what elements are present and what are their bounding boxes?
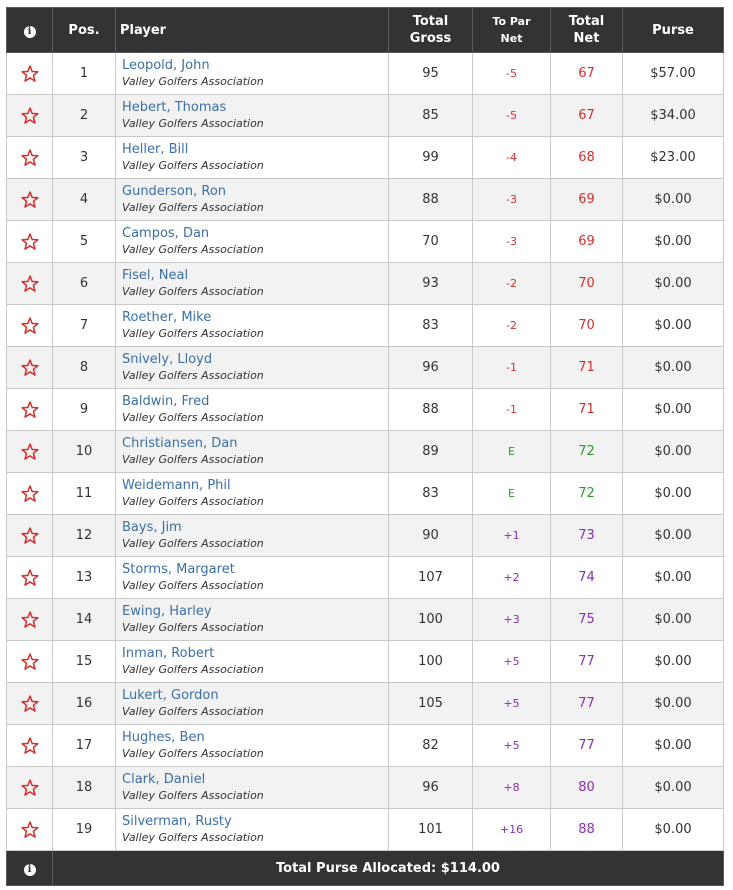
position-cell: 15 — [53, 641, 116, 683]
total-gross-cell: 105 — [389, 683, 473, 725]
player-cell — [116, 599, 389, 641]
to-par-net-cell: -2 — [473, 305, 551, 347]
player-club: Valley Golfers Association — [122, 663, 264, 676]
star-outline-icon[interactable] — [20, 442, 40, 462]
player-name-link[interactable]: Leopold, John — [122, 58, 210, 73]
table-row — [7, 305, 724, 347]
star-outline-icon[interactable] — [20, 64, 40, 84]
favorite-cell[interactable] — [7, 305, 53, 347]
star-outline-icon[interactable] — [20, 274, 40, 294]
star-outline-icon[interactable] — [20, 736, 40, 756]
total-gross-cell: 83 — [389, 473, 473, 515]
to-par-net-cell: -3 — [473, 221, 551, 263]
position-cell: 18 — [53, 767, 116, 809]
to-par-net-cell: -5 — [473, 95, 551, 137]
star-outline-icon[interactable] — [20, 232, 40, 252]
info-icon[interactable]: i — [24, 26, 36, 38]
position-cell: 14 — [53, 599, 116, 641]
player-club: Valley Golfers Association — [122, 705, 264, 718]
purse-cell: $0.00 — [623, 431, 724, 473]
player-name-link[interactable]: Snively, Lloyd — [122, 352, 213, 367]
total-gross-cell: 90 — [389, 515, 473, 557]
position-cell: 9 — [53, 389, 116, 431]
leaderboard-table — [6, 7, 724, 886]
player-club: Valley Golfers Association — [122, 621, 264, 634]
total-net-cell: 68 — [551, 137, 623, 179]
table-row — [7, 221, 724, 263]
player-club: Valley Golfers Association — [122, 285, 264, 298]
total-net-cell: 77 — [551, 641, 623, 683]
purse-cell: $0.00 — [623, 263, 724, 305]
favorite-cell[interactable] — [7, 641, 53, 683]
favorite-cell[interactable] — [7, 473, 53, 515]
player-cell — [116, 221, 389, 263]
to-par-net-cell: +2 — [473, 557, 551, 599]
purse-cell: $0.00 — [623, 389, 724, 431]
star-outline-icon[interactable] — [20, 778, 40, 798]
purse-cell: $0.00 — [623, 809, 724, 851]
table-row — [7, 599, 724, 641]
purse-cell: $0.00 — [623, 557, 724, 599]
to-par-net-cell: E — [473, 431, 551, 473]
star-outline-icon[interactable] — [20, 400, 40, 420]
player-club: Valley Golfers Association — [122, 201, 264, 214]
favorite-cell[interactable] — [7, 557, 53, 599]
purse-cell: $57.00 — [623, 53, 724, 95]
star-outline-icon[interactable] — [20, 526, 40, 546]
to-par-net-cell: -2 — [473, 263, 551, 305]
table-footer — [7, 851, 724, 886]
total-gross-cell: 99 — [389, 137, 473, 179]
position-cell: 10 — [53, 431, 116, 473]
table-row — [7, 137, 724, 179]
purse-cell: $23.00 — [623, 137, 724, 179]
position-cell: 19 — [53, 809, 116, 851]
table-row — [7, 389, 724, 431]
star-outline-icon[interactable] — [20, 190, 40, 210]
header-total-net[interactable] — [551, 8, 623, 53]
to-par-net-cell: +5 — [473, 683, 551, 725]
player-name-link[interactable]: Hughes, Ben — [122, 730, 205, 745]
favorite-cell[interactable] — [7, 137, 53, 179]
total-net-cell: 69 — [551, 221, 623, 263]
star-outline-icon[interactable] — [20, 358, 40, 378]
position-cell: 8 — [53, 347, 116, 389]
player-name-link[interactable]: Fisel, Neal — [122, 268, 189, 283]
header-purse[interactable]: Purse — [623, 8, 724, 53]
player-club: Valley Golfers Association — [122, 789, 264, 802]
player-name-link[interactable]: Bays, Jim — [122, 520, 182, 535]
table-row — [7, 809, 724, 851]
total-gross-cell: 95 — [389, 53, 473, 95]
player-cell — [116, 137, 389, 179]
position-cell: 13 — [53, 557, 116, 599]
player-cell — [116, 389, 389, 431]
to-par-net-cell: -4 — [473, 137, 551, 179]
player-club: Valley Golfers Association — [122, 159, 264, 172]
header-total-gross[interactable] — [389, 8, 473, 53]
star-outline-icon[interactable] — [20, 316, 40, 336]
purse-cell: $0.00 — [623, 641, 724, 683]
total-net-cell: 67 — [551, 95, 623, 137]
star-outline-icon[interactable] — [20, 820, 40, 840]
to-par-net-cell: +1 — [473, 515, 551, 557]
total-net-cell: 67 — [551, 53, 623, 95]
header-player[interactable]: Player — [116, 8, 389, 53]
player-name-link[interactable]: Clark, Daniel — [122, 772, 206, 787]
player-club: Valley Golfers Association — [122, 75, 264, 88]
total-net-cell: 77 — [551, 725, 623, 767]
table-row — [7, 347, 724, 389]
player-cell — [116, 725, 389, 767]
total-net-cell: 71 — [551, 389, 623, 431]
star-outline-icon[interactable] — [20, 652, 40, 672]
player-name-link[interactable]: Christiansen, Dan — [122, 436, 238, 451]
player-cell — [116, 95, 389, 137]
info-icon[interactable]: i — [24, 864, 36, 876]
star-outline-icon[interactable] — [20, 694, 40, 714]
total-gross-cell: 96 — [389, 347, 473, 389]
header-total-net-line2: Net — [573, 31, 600, 46]
table-row — [7, 557, 724, 599]
player-cell — [116, 263, 389, 305]
player-club: Valley Golfers Association — [122, 579, 264, 592]
header-to-par-line1: To Par — [492, 15, 531, 28]
table-row — [7, 95, 724, 137]
table-row — [7, 683, 724, 725]
total-net-cell: 71 — [551, 347, 623, 389]
favorite-cell[interactable] — [7, 53, 53, 95]
position-cell: 6 — [53, 263, 116, 305]
to-par-net-cell: +5 — [473, 725, 551, 767]
player-cell — [116, 179, 389, 221]
favorite-cell[interactable] — [7, 725, 53, 767]
to-par-net-cell: E — [473, 473, 551, 515]
to-par-net-cell: +3 — [473, 599, 551, 641]
position-cell: 2 — [53, 95, 116, 137]
header-info-cell[interactable] — [7, 8, 53, 53]
player-club: Valley Golfers Association — [122, 411, 264, 424]
to-par-net-cell: +16 — [473, 809, 551, 851]
star-outline-icon[interactable] — [20, 106, 40, 126]
total-gross-cell: 70 — [389, 221, 473, 263]
header-to-par-line2: Net — [500, 32, 523, 45]
purse-cell: $0.00 — [623, 179, 724, 221]
total-net-cell: 69 — [551, 179, 623, 221]
player-name-link[interactable]: Campos, Dan — [122, 226, 210, 241]
position-cell: 7 — [53, 305, 116, 347]
total-net-cell: 70 — [551, 263, 623, 305]
table-row — [7, 725, 724, 767]
position-cell: 16 — [53, 683, 116, 725]
to-par-net-cell: -5 — [473, 53, 551, 95]
purse-cell: $0.00 — [623, 725, 724, 767]
favorite-cell[interactable] — [7, 515, 53, 557]
star-outline-icon[interactable] — [20, 568, 40, 588]
position-cell: 12 — [53, 515, 116, 557]
player-name-link[interactable]: Roether, Mike — [122, 310, 212, 325]
player-cell — [116, 809, 389, 851]
favorite-cell[interactable] — [7, 263, 53, 305]
header-to-par-net[interactable] — [473, 8, 551, 53]
table-row — [7, 473, 724, 515]
position-cell: 5 — [53, 221, 116, 263]
total-gross-cell: 88 — [389, 179, 473, 221]
player-club: Valley Golfers Association — [122, 327, 264, 340]
to-par-net-cell: +5 — [473, 641, 551, 683]
favorite-cell[interactable] — [7, 95, 53, 137]
total-net-cell: 77 — [551, 683, 623, 725]
total-gross-cell: 93 — [389, 263, 473, 305]
position-cell: 3 — [53, 137, 116, 179]
position-cell: 11 — [53, 473, 116, 515]
player-cell — [116, 641, 389, 683]
position-cell: 17 — [53, 725, 116, 767]
player-name-link[interactable]: Silverman, Rusty — [122, 814, 232, 829]
header-pos[interactable]: Pos. — [53, 8, 116, 53]
total-gross-cell: 85 — [389, 95, 473, 137]
player-cell — [116, 53, 389, 95]
total-gross-cell: 96 — [389, 767, 473, 809]
table-row — [7, 179, 724, 221]
favorite-cell[interactable] — [7, 431, 53, 473]
player-name-link[interactable]: Weidemann, Phil — [122, 478, 231, 493]
to-par-net-cell: -1 — [473, 389, 551, 431]
player-cell — [116, 431, 389, 473]
player-name-link[interactable]: Hebert, Thomas — [122, 100, 227, 115]
player-cell — [116, 557, 389, 599]
total-net-cell: 73 — [551, 515, 623, 557]
player-cell — [116, 515, 389, 557]
table-header — [7, 8, 724, 53]
player-cell — [116, 347, 389, 389]
favorite-cell[interactable] — [7, 221, 53, 263]
total-gross-cell: 101 — [389, 809, 473, 851]
player-name-link[interactable]: Gunderson, Ron — [122, 184, 227, 199]
total-gross-cell: 88 — [389, 389, 473, 431]
total-gross-cell: 100 — [389, 599, 473, 641]
player-name-link[interactable]: Inman, Robert — [122, 646, 215, 661]
table-row — [7, 263, 724, 305]
player-club: Valley Golfers Association — [122, 831, 264, 844]
purse-cell: $0.00 — [623, 347, 724, 389]
purse-cell: $0.00 — [623, 767, 724, 809]
player-cell — [116, 473, 389, 515]
total-gross-cell: 100 — [389, 641, 473, 683]
total-gross-cell: 82 — [389, 725, 473, 767]
to-par-net-cell: -1 — [473, 347, 551, 389]
total-purse-label: Total Purse Allocated: $114.00 — [53, 851, 724, 886]
table-row — [7, 641, 724, 683]
player-club: Valley Golfers Association — [122, 747, 264, 760]
player-club: Valley Golfers Association — [122, 243, 264, 256]
total-net-cell: 75 — [551, 599, 623, 641]
position-cell: 4 — [53, 179, 116, 221]
footer-info-cell[interactable] — [7, 851, 53, 886]
player-club: Valley Golfers Association — [122, 495, 264, 508]
player-name-link[interactable]: Ewing, Harley — [122, 604, 212, 619]
table-row — [7, 53, 724, 95]
player-name-link[interactable]: Baldwin, Fred — [122, 394, 210, 409]
table-row — [7, 767, 724, 809]
table-row — [7, 515, 724, 557]
total-gross-cell: 83 — [389, 305, 473, 347]
to-par-net-cell: +8 — [473, 767, 551, 809]
table-row — [7, 431, 724, 473]
favorite-cell[interactable] — [7, 599, 53, 641]
star-outline-icon[interactable] — [20, 148, 40, 168]
table-body — [7, 53, 724, 851]
player-cell — [116, 305, 389, 347]
player-name-link[interactable]: Storms, Margaret — [122, 562, 235, 577]
total-gross-cell: 107 — [389, 557, 473, 599]
player-name-link[interactable]: Lukert, Gordon — [122, 688, 219, 703]
favorite-cell[interactable] — [7, 179, 53, 221]
player-cell — [116, 767, 389, 809]
header-total-gross-line1: Total — [412, 14, 449, 29]
player-club: Valley Golfers Association — [122, 537, 264, 550]
total-gross-cell: 89 — [389, 431, 473, 473]
favorite-cell[interactable] — [7, 809, 53, 851]
purse-cell: $0.00 — [623, 305, 724, 347]
purse-cell: $34.00 — [623, 95, 724, 137]
star-outline-icon[interactable] — [20, 484, 40, 504]
player-club: Valley Golfers Association — [122, 117, 264, 130]
purse-cell: $0.00 — [623, 473, 724, 515]
favorite-cell[interactable] — [7, 347, 53, 389]
total-net-cell: 80 — [551, 767, 623, 809]
star-outline-icon[interactable] — [20, 610, 40, 630]
total-net-cell: 72 — [551, 431, 623, 473]
purse-cell: $0.00 — [623, 599, 724, 641]
leaderboard-container — [6, 7, 723, 886]
favorite-cell[interactable] — [7, 683, 53, 725]
favorite-cell[interactable] — [7, 389, 53, 431]
player-cell — [116, 683, 389, 725]
total-net-cell: 88 — [551, 809, 623, 851]
to-par-net-cell: -3 — [473, 179, 551, 221]
purse-cell: $0.00 — [623, 683, 724, 725]
player-club: Valley Golfers Association — [122, 369, 264, 382]
header-total-net-line1: Total — [568, 14, 605, 29]
header-total-gross-line2: Gross — [409, 31, 452, 46]
player-club: Valley Golfers Association — [122, 453, 264, 466]
position-cell: 1 — [53, 53, 116, 95]
favorite-cell[interactable] — [7, 767, 53, 809]
player-name-link[interactable]: Heller, Bill — [122, 142, 189, 157]
total-net-cell: 70 — [551, 305, 623, 347]
purse-cell: $0.00 — [623, 221, 724, 263]
purse-cell: $0.00 — [623, 515, 724, 557]
total-net-cell: 72 — [551, 473, 623, 515]
total-net-cell: 74 — [551, 557, 623, 599]
